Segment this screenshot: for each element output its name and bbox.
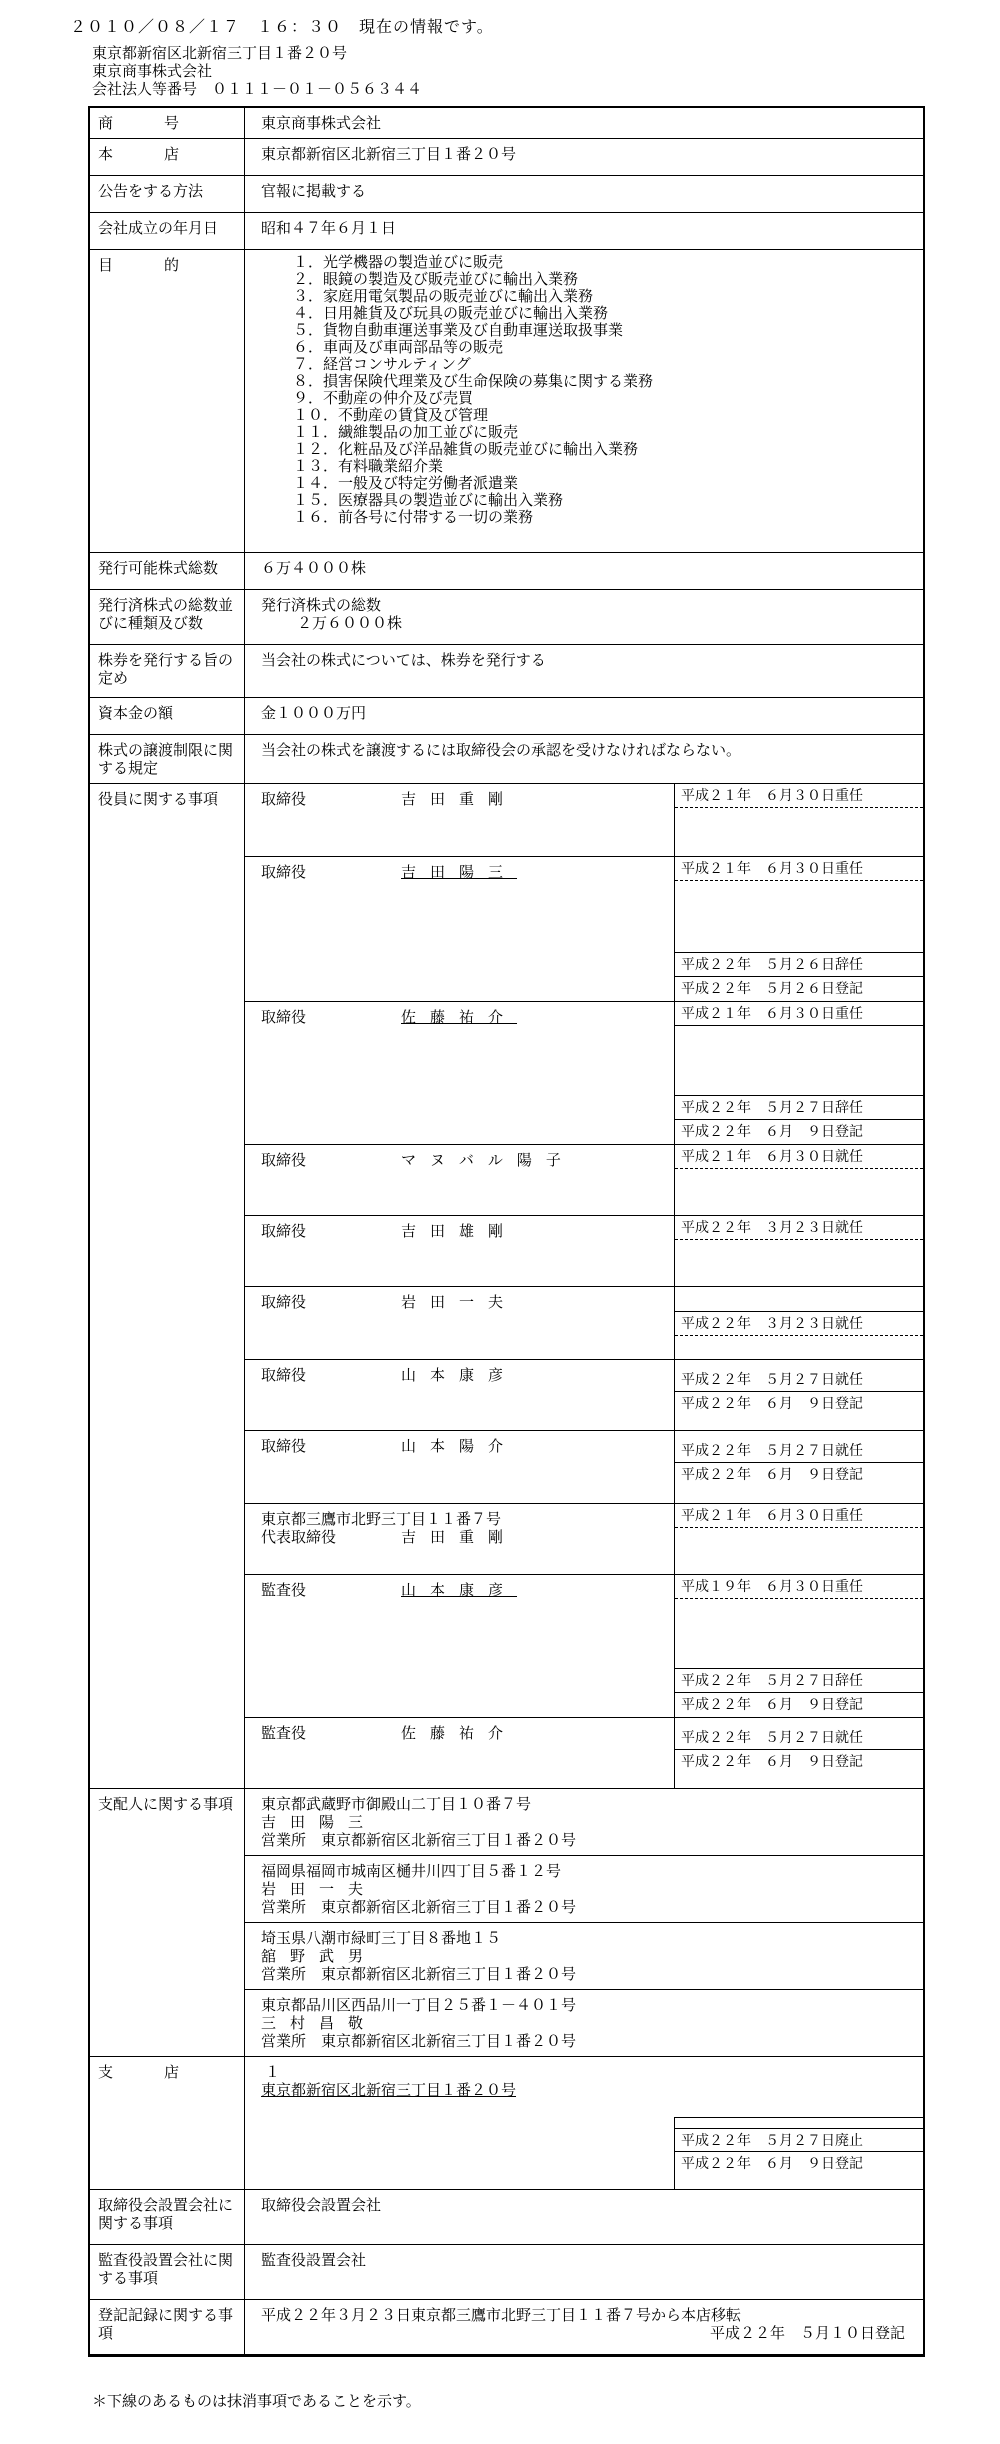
value-share-certificates: 当会社の株式については、株券を発行する (261, 651, 546, 669)
row-issued-shares (90, 590, 923, 645)
branch-content (245, 2057, 923, 2189)
row-established (90, 213, 923, 250)
label-head-office: 本 店 (90, 139, 245, 175)
purpose-item: １４．一般及び特定労働者派遣業 (293, 474, 519, 492)
registry-text: 平成２２年３月２３日東京都三鷹市北野三丁目１１番７号から本店移転 (261, 2306, 742, 2324)
officer-title: 取締役 (261, 1008, 307, 1026)
row-transfer-restriction (90, 735, 923, 784)
value-registry (245, 2300, 923, 2354)
label-trade-name: 商 号 (90, 108, 245, 138)
officer-date: 平成２２年 ６月 ９日登記 (681, 1467, 863, 1483)
branch-date: 平成２２年 ６月 ９日登記 (681, 2156, 863, 2172)
officer-date: 平成２１年 ６月３０日重任 (675, 1504, 923, 1528)
officer-date: 平成２２年 ５月２７日就任 (675, 1726, 923, 1750)
value-trade-name: 東京商事株式会社 (261, 114, 382, 132)
officer-date: 平成２２年 ３月２３日就任 (675, 1216, 923, 1240)
manager-name: 三村昌敬 (261, 2014, 378, 2032)
officer-title: 代表取締役 (261, 1528, 337, 1546)
officer-date: 平成２１年 ６月３０日重任 (675, 1002, 923, 1026)
label-issued-shares: 発行済株式の総数並びに種類及び数 (90, 590, 245, 644)
label-registry: 登記記録に関する事項 (90, 2300, 245, 2354)
manager-entry (245, 1990, 923, 2056)
officer-name: マヌバル陽子 (401, 1151, 575, 1169)
label-purpose: 目 的 (90, 250, 245, 552)
value-issued-shares (245, 590, 923, 644)
officer-title: 取締役 (261, 1293, 307, 1311)
row-share-certificates (90, 645, 923, 698)
company-info (92, 44, 422, 98)
registry-date: 平成２２年 ５月１０日登記 (709, 2324, 905, 2342)
manager-office: 営業所 東京都新宿区北新宿三丁目１番２０号 (261, 1831, 577, 1849)
purpose-item: １１．繊維製品の加工並びに販売 (293, 423, 519, 441)
officer-title: 取締役 (261, 1222, 307, 1240)
officer-date: 平成２２年 ３月２３日就任 (675, 1312, 923, 1336)
registry-table (88, 106, 925, 2357)
officer-name: 吉田重剛 (401, 790, 518, 808)
label-officers: 役員に関する事項 (90, 784, 245, 1788)
officer-title: 監査役 (261, 1724, 307, 1742)
label-public-notice: 公告をする方法 (90, 176, 245, 212)
label-share-certificates: 株券を発行する旨の定め (90, 645, 245, 697)
purpose-item: ５．貨物自動車運送事業及び自動車運送取扱事業 (293, 321, 624, 339)
officer-date: 平成２２年 ５月２６日登記 (681, 981, 863, 997)
row-board-company (90, 2190, 923, 2245)
branch-date: 平成２２年 ５月２７日廃止 (675, 2128, 923, 2152)
manager-office: 営業所 東京都新宿区北新宿三丁目１番２０号 (261, 1965, 577, 1983)
officer-title: 取締役 (261, 863, 307, 881)
officer-date: 平成２２年 ５月２６日辞任 (675, 953, 923, 977)
purpose-item: １３．有料職業紹介業 (293, 457, 444, 475)
branch-dates-row (245, 2117, 923, 2189)
purpose-item: １０．不動産の賃貸及び管理 (293, 406, 489, 424)
value-authorized-shares: ６万４０００株 (261, 559, 367, 577)
officer-date: 平成２２年 ５月２７日辞任 (675, 1096, 923, 1120)
row-managers (90, 1789, 923, 2057)
row-capital (90, 698, 923, 735)
officer-entry (245, 1287, 923, 1360)
label-authorized-shares: 発行可能株式総数 (90, 553, 245, 589)
manager-entry (245, 1923, 923, 1990)
officer-name: 山本康彦 (401, 1366, 518, 1384)
purpose-item: １５．医療器具の製造並びに輸出入業務 (293, 491, 564, 509)
value-board-company: 取締役会設置会社 (261, 2196, 382, 2214)
purpose-item: １２．化粧品及び洋品雑貨の販売並びに輸出入業務 (293, 440, 639, 458)
manager-name: 岩田一夫 (261, 1880, 378, 1898)
branch-info (245, 2057, 923, 2117)
manager-office: 営業所 東京都新宿区北新宿三丁目１番２０号 (261, 1898, 577, 1916)
row-public-notice (90, 176, 923, 213)
officer-entry (245, 857, 923, 1002)
officer-name: 吉田重剛 (401, 1528, 518, 1546)
label-auditor-company: 監査役設置会社に関する事項 (90, 2245, 245, 2299)
officer-title: 監査役 (261, 1581, 307, 1599)
row-officers (90, 784, 923, 1789)
officer-date: 平成２２年 ５月２７日辞任 (675, 1669, 923, 1693)
officer-date: 平成２２年 ６月 ９日登記 (681, 1754, 863, 1770)
officer-entry (245, 1360, 923, 1431)
officer-name: 山本陽介 (401, 1437, 518, 1455)
officers-list (245, 784, 923, 1788)
timestamp-header: ２０１０／０８／１７ １６：３０ 現在の情報です。 (70, 17, 494, 36)
officer-entry (245, 784, 923, 857)
row-auditor-company (90, 2245, 923, 2300)
officer-date: 平成２２年 ６月 ９日登記 (681, 1396, 863, 1412)
officer-name: 岩田一夫 (401, 1293, 518, 1311)
company-name: 東京商事株式会社 (92, 62, 213, 80)
value-auditor-company: 監査役設置会社 (261, 2251, 367, 2269)
officer-name: 吉田雄剛 (401, 1222, 518, 1240)
issued-shares-count: ２万６０００株 (297, 614, 403, 632)
officer-entry (245, 1718, 923, 1788)
purpose-item: ４．日用雑貨及び玩具の販売並びに輸出入業務 (293, 304, 609, 322)
row-registry (90, 2300, 923, 2354)
officer-title: 取締役 (261, 1437, 307, 1455)
purpose-item: ２．眼鏡の製造及び販売並びに輸出入業務 (293, 270, 579, 288)
row-authorized-shares (90, 553, 923, 590)
officer-date: 平成２２年 ６月 ９日登記 (681, 1697, 863, 1713)
officer-title: 取締役 (261, 1151, 307, 1169)
value-transfer-restriction: 当会社の株式を譲渡するには取締役会の承認を受けなければならない。 (261, 741, 742, 759)
purpose-item: ８．損害保険代理業及び生命保険の募集に関する業務 (293, 372, 654, 390)
purpose-item: ６．車両及び車両部品等の販売 (293, 338, 504, 356)
purpose-list (245, 250, 923, 552)
manager-address: 埼玉県八潮市緑町三丁目８番地１５ (261, 1929, 502, 1947)
officer-name: 佐藤祐介 (401, 1724, 518, 1742)
footnote: ＊下線のあるものは抹消事項であることを示す。 (92, 2392, 421, 2410)
corporate-number: 会社法人等番号 ０１１１－０１－０５６３４４ (92, 80, 423, 98)
purpose-item: ３．家庭用電気製品の販売並びに輸出入業務 (293, 287, 594, 305)
officer-date: 平成２１年 ６月３０日重任 (675, 857, 923, 881)
manager-address: 東京都武蔵野市御殿山二丁目１０番７号 (261, 1795, 532, 1813)
row-purpose (90, 250, 923, 553)
company-address: 東京都新宿区北新宿三丁目１番２０号 (92, 44, 348, 62)
officer-entry (245, 1575, 923, 1718)
manager-office: 営業所 東京都新宿区北新宿三丁目１番２０号 (261, 2032, 577, 2050)
officer-date: 平成２２年 ５月２７日就任 (675, 1368, 923, 1392)
officer-name: 山本康彦 (401, 1581, 518, 1599)
officer-title: 取締役 (261, 1366, 307, 1384)
value-capital: 金１０００万円 (261, 704, 367, 722)
row-branch (90, 2057, 923, 2190)
label-branch: 支 店 (90, 2057, 245, 2189)
officer-date: 平成２１年 ６月３０日重任 (675, 784, 923, 808)
value-public-notice: 官報に掲載する (261, 182, 367, 200)
label-managers: 支配人に関する事項 (90, 1789, 245, 2056)
officer-name: 吉田陽三 (401, 863, 518, 881)
issued-shares-line: 発行済株式の総数 (261, 596, 382, 614)
manager-name: 舘野武男 (261, 1947, 378, 1965)
manager-address: 東京都品川区西品川一丁目２５番１－４０１号 (261, 1996, 577, 2014)
value-head-office: 東京都新宿区北新宿三丁目１番２０号 (261, 145, 517, 163)
officer-date: 平成２１年 ６月３０日就任 (675, 1145, 923, 1169)
purpose-item: ７．経営コンサルティング (293, 355, 471, 373)
label-board-company: 取締役会設置会社に関する事項 (90, 2190, 245, 2244)
officer-entry (245, 1216, 923, 1287)
value-established: 昭和４７年６月１日 (261, 219, 397, 237)
branch-number: １ (265, 2063, 281, 2081)
officer-date: 平成２２年 ６月 ９日登記 (681, 1124, 863, 1140)
row-head-office (90, 139, 923, 176)
officer-entry (245, 1145, 923, 1216)
purpose-item: １．光学機器の製造並びに販売 (293, 253, 504, 271)
officer-entry (245, 1431, 923, 1504)
purpose-item: １６．前各号に付帯する一切の業務 (293, 508, 534, 526)
label-transfer-restriction: 株式の譲渡制限に関する規定 (90, 735, 245, 783)
officer-date: 平成１９年 ６月３０日重任 (675, 1575, 923, 1599)
purpose-item: ９．不動産の仲介及び売買 (293, 389, 474, 407)
officer-entry (245, 1002, 923, 1145)
officer-address: 東京都三鷹市北野三丁目１１番７号 (261, 1510, 502, 1528)
manager-entry (245, 1789, 923, 1856)
officer-title: 取締役 (261, 790, 307, 808)
label-established: 会社成立の年月日 (90, 213, 245, 249)
officer-date: 平成２２年 ５月２７日就任 (675, 1439, 923, 1463)
branch-address: 東京都新宿区北新宿三丁目１番２０号 (261, 2081, 517, 2099)
manager-address: 福岡県福岡市城南区樋井川四丁目５番１２号 (261, 1862, 562, 1880)
manager-entry (245, 1856, 923, 1923)
managers-list (245, 1789, 923, 2056)
officer-name: 佐藤祐介 (401, 1008, 518, 1026)
row-trade-name (90, 108, 923, 139)
label-capital: 資本金の額 (90, 698, 245, 734)
manager-name: 吉田陽三 (261, 1813, 378, 1831)
officer-entry (245, 1504, 923, 1575)
